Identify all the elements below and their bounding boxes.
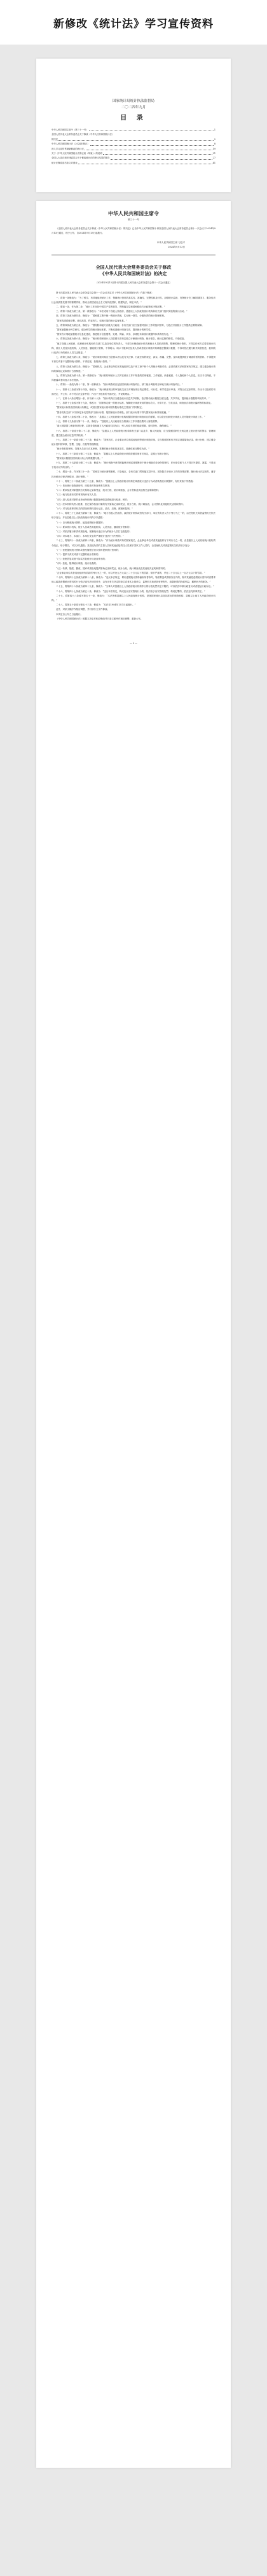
decision-paragraph: 二、增加一条，作为第二条：“统计工作坚持中国共产党的领导，贯彻落实党和国家路线方针政策和决策部署。” xyxy=(56,306,165,309)
decision-subtitle: （2024年9月13日第十四届全国人民代表大会常务委员会第十一次会议通过） xyxy=(95,281,172,285)
decision-paragraph: “（三）就与检查有关的事项询问有关人员； xyxy=(56,493,99,497)
decision-paragraph: 一、将第一条修改为：“为了科学、有效地组织统计工作，保障统计资料的真实性、准确性、完整性和及时性，加强统计监督，发挥统计在了解国情国力、服务经济社会高质量发展中的重要作用，推动全面建设社会主义现代化国家，根据宪法，制定本法。” xyxy=(51,296,216,304)
decision-paragraph: “（四）进入检查对象的业务场所和统计数据处理信息系统进行检查、核对； xyxy=(56,498,130,501)
decision-paragraph: 二十二、将第三十七条改为第四十条，修改为：“地方各级人民政府、政府统计机构或者有关部门、单位的负责人有下列行为之一的，由任免机关或者监察机关依法给予处分，并由县级以上人民政府统计机构予以通报： xyxy=(51,512,216,520)
toc-item-title: 全国人大宪法和法律委员会关于修改统计法的审议结果的报告 xyxy=(51,157,110,160)
toc-item-title: 中华人民共和国主席令（第三十一号） xyxy=(51,128,88,131)
decision-paragraph: 十一、将第十三条改为第十四条，修改为：“统计调查项目的审批机关应当对调查项目的必要性、可行性、科学性进行审查，对符合法定条件的，作出予以批准的书面决定，并公布；对不符合法定条件的，作出不予批准的书面决定，并说明理由。” xyxy=(51,388,216,395)
decision-paragraph: 七、将第七条改为第八条，修改为：“统计调查对象应当依照本法以及有关法律、行政法规的规定，真实、准确、完整、及时地提供统计调查所需的资料，不得提供不真实或者不完整的统计资料，不得迟报、拒报统计资料。” xyxy=(51,356,216,364)
toc-item-title: 深入学习宣传贯彻新修改的统计法 xyxy=(51,147,84,150)
decision-paragraph: 本决定自公布之日起施行。 xyxy=(56,612,83,616)
decision-paragraph: “国家统计标准由国家统计局制定，或者由国家统计局和国务院标准化主管部门共同制定。 xyxy=(56,406,144,409)
decision-paragraph: “（五）经本机构负责人批准，登记保存检查对象的有关原始记录和凭证、统计台账、统计调查表、会计资料及其他相关证明和资料； xyxy=(56,502,186,506)
decision-paragraph: “（四）对本地方、本部门、本单位发生的严重统计违法行为失察的。” xyxy=(56,535,124,538)
decision-paragraph: 此外，对条文顺序作相应调整，并对部分文字作修改。 xyxy=(56,608,109,611)
decision-paragraph: 九、将第九条改为第十条，第一款修改为：“统计机构和统计人员对在统计工作中知悉的国家秘密、工作秘密、商业秘密、个人隐私和个人信息，应当予以保密，不得泄露或者向他人非法提供。” xyxy=(51,374,216,382)
decision-paragraph: “（五）转移、隐匿、篡改、毁弃或者拒绝提供原始记录和凭证、统计台账、统计调查表及其他相关证明和资料的。 xyxy=(56,567,168,570)
toc-item-page: 41 xyxy=(212,161,216,164)
decision-paragraph: 十九、将第二十五条改为第二十七条，修改为：“统计调查中获得的能够识别或者推断单个统计调查对象身份的资料，任何单位和个人不得对外提供、泄露，不得用于统计以外的目的。” xyxy=(51,461,216,469)
toc-item[interactable] xyxy=(51,161,216,166)
toc-item-page: 2 xyxy=(214,138,216,141)
toc-leader-dots xyxy=(85,149,212,150)
decision-paragraph: “地方各级人民政府、政府统计机构和有关部门以及各单位的负责人，不得自行修改统计机构和统计人员依法搜集、整理的统计资料，不得以任何方式要求统计机构、统计人员及其他机构、人员伪造、篡改统计资料，不得明示、暗示下级单位及其人员或者统计调查对象填报虚假统计数据，不得对依法履行职责或者拒绝、抵制统计违法行为的统计人员打击报复。” xyxy=(51,342,216,355)
decision-paragraph: “重大国情国力调查所需经费，由国务院和地方人民政府共同负担，列入相应年度的财政预算，按时拨付，确保到位。” xyxy=(56,425,172,428)
decision-paragraph: “（二）要求检查对象提供有关原始记录和凭证、统计台账、统计调查表、会计资料及其他相关证明和资料； xyxy=(56,489,161,492)
decision-paragraph: “（二）提供不真实或者不完整的统计资料的； xyxy=(56,553,101,556)
cover-date: 二〇二四年九月 xyxy=(121,106,146,110)
decision-paragraph: 四、将第三条改为第四条，修改为：“国家建立集中统一的统计系统，实行统一领导、分级负责的统计管理体制。 xyxy=(56,315,167,318)
toc-item-page: 27 xyxy=(212,157,216,160)
document-page xyxy=(36,201,231,2468)
toc-item[interactable] xyxy=(51,138,216,142)
table-of-contents xyxy=(51,128,216,166)
decision-paragraph: “（六）对与检查事项有关的情况和资料进行记录、录音、录像、照相和复制。” xyxy=(56,507,133,510)
decision-paragraph: “（四）拒绝、阻碍统计调查、统计检查的； xyxy=(56,562,99,565)
toc-item-title: 的决定 xyxy=(51,138,58,141)
decision-paragraph: 八、将第八条改为第九条，修改为：“国家机关、企业事业单位和其他组织以及个体工商户和个人等统计调查对象，必须依照本法和国家有关规定，建立健全统计资料的原始记录和统计台账制度。” xyxy=(51,365,216,372)
toc-item-page: 8 xyxy=(214,143,216,146)
toc-leader-dots xyxy=(111,159,212,160)
decision-paragraph: 二十四、将第四十五条改为第四十八条，修改为：“违反本法规定，利用虚假统计资料骗取荣誉称号、物质利益或者职务晋升的，除对其编造虚假统计资料或者要求他人编造虚假统计资料的行为依法追究法律责任外，由作出有关决定的单位或者其上级单位、监察机关取消其荣誉称号，追缴获得的物质利益，撤销晋升的职务。” xyxy=(51,576,216,584)
decision-paragraph: 五、将第四条改为第五条，修改为：“国务院和地方各级人民政府、各有关部门应当加强对统计工作的组织领导，为依法开展统计工作提供必要的保障。 xyxy=(56,323,204,327)
decision-paragraph: “统计资料的审核、签署人员应当对其审核、签署的统计资料的真实性、准确性和完整性负责。” xyxy=(56,448,150,451)
decision-paragraph: 二十八、将第五十条改为第五十三条，修改为：“本法自1984年1月1日起施行。” xyxy=(56,604,136,607)
toc-item[interactable] xyxy=(51,132,216,137)
decision-paragraph: “（二）要求统计机构、统计人员或者其他机构、人员伪造、篡改统计资料的； xyxy=(56,525,132,528)
decision-paragraph: “国家统计数据以国家统计局公布的数据为准。” xyxy=(56,456,103,460)
decision-paragraph: “国家有计划地加强统计信息化建设，推进统计信息搜集、处理、传输、共享、存储技术和统计数据库体系的现代化。” xyxy=(56,333,172,336)
toc-leader-dots xyxy=(103,153,212,155)
toc-item-page: 21 xyxy=(212,152,216,155)
decision-paragraph: 二十六、将第四十七条改为第五十条，修改为：“违反本法规定，构成违反治安管理行为的，依法给予治安管理处罚；构成犯罪的，依法追究刑事责任。” xyxy=(56,590,205,593)
toc-item[interactable] xyxy=(51,128,216,132)
decision-paragraph: “企业事业单位或者其他组织有前款所列行为之一的，可以并处五万元以上二十万元以下的罚款；情节严重的，并处二十万元以上一百万元以下的罚款。” xyxy=(56,571,205,574)
toc-item-title: 关于《中华人民共和国统计法修正案（草案）》的说明 xyxy=(51,152,102,155)
toc-item[interactable] xyxy=(51,147,216,152)
decision-paragraph: 第十四届全国人民代表大会常务委员会第十一次会议决定对《中华人民共和国统计法》作如下修改： xyxy=(56,292,154,295)
toc-item[interactable] xyxy=(51,152,216,156)
decision-body xyxy=(51,291,216,621)
decree-number: 第三十一号 xyxy=(128,218,139,221)
toc-item-title: 全国人民代表大会常务委员会关于修改《中华人民共和国统计法》 xyxy=(51,133,114,136)
toc-item-title: 中华人民共和国统计法（2024年修正） xyxy=(51,143,90,146)
issuer: 国家统计局统计执法监督局 xyxy=(112,99,154,103)
top-banner xyxy=(0,0,267,45)
decision-paragraph: “（一）自行修改统计资料、编造虚假统计数据的； xyxy=(56,521,106,524)
page-number: — 2 — xyxy=(130,642,137,645)
decision-paragraph: 十八、将第二十三条改为第二十五条，修改为：“县级以上人民政府统计机构按照国家有关规定，定期公布统计资料。 xyxy=(56,452,171,455)
decision-paragraph: 二十一、将第三十二条改为第三十五条，修改为：“县级以上人民政府统计机构在调查统计违法行为或者核查统计数据时，有权采取下列措施： xyxy=(56,479,195,483)
decision-paragraph: 二十七、将第四十八条改为第五十一条，修改为：“本法所称县级以上人民政府统计机构，是指国家统计局及其派出的调查机构、县级以上地方人民政府统计机构。” xyxy=(51,594,216,602)
toc-leader-dots xyxy=(78,163,212,164)
decree-body: 《全国人民代表大会常务委员会关于修改〈中华人民共和国统计法〉的决定》已由中华人民共和国第十四届全国人民代表大会常务委员会第十一次会议于2024年9月13日通过，现予公布，自2024年9月13日起施行。 xyxy=(51,227,216,235)
decree-signer: 中华人民共和国主席 习近平 xyxy=(156,241,185,244)
decision-paragraph: “（三）对依法履行职责或者拒绝、抵制统计违法行为的统计人员打击报复的； xyxy=(56,530,132,533)
banner-title: 新修改《统计法》学习宣传资料 xyxy=(53,17,214,31)
decision-paragraph: 十三、将第十七条改为第十九条，修改为：“国家制定统一的统计标准，保障统计调查采用的指标含义、计算方法、分类目录、调查表式和统计编码等的标准化。 xyxy=(56,402,213,405)
toc-leader-dots xyxy=(90,145,214,146)
decision-paragraph: 十七、将第二十一条改为第二十三条，修改为：“国家机关、企业事业单位和其他组织等统计调查对象，应当按照国家有关规定设置原始记录、统计台账，建立健全统计资料的审核、签署、交接、归档等管理制度。 xyxy=(51,438,216,446)
decision-paragraph: “国家加强统计科学研究，健全科学的统计指标体系，不断改进统计调查方法，提高统计的科学性。 xyxy=(56,329,153,332)
decision-paragraph: 十、将第十一条改为第十二条，第一款修改为：“统计调查项目包括国家统计调查项目、部门统计调查项目和地方统计调查项目。” xyxy=(56,383,183,386)
toc-leader-dots xyxy=(89,130,214,131)
decision-paragraph: “（一）发出统计检查查询书，向检查对象查询有关事项； xyxy=(56,484,112,487)
decision-paragraph: 二十、增加一条，作为第三十一条：“国家实行统计督察制度，对各地区、各有关部门贯彻落实党中央、国务院关于统计工作的决策部署，履行统计法定职责，遵守执行统计法律法规情况，进行督察。” xyxy=(51,471,216,478)
decision-paragraph: “国家构建系统完整、协同高效、约束有力、权威可靠的统计监督体系。” xyxy=(56,319,128,322)
decree-heading: 中华人民共和国主席令 xyxy=(108,210,159,216)
toc-item-page: 19 xyxy=(212,147,216,150)
toc-heading: 目 录 xyxy=(120,115,147,122)
decision-paragraph: 《中华人民共和国统计法》根据本决定作相应修改并对条文顺序作相应调整，重新公布。 xyxy=(56,617,143,620)
decision-paragraph: 三、将第二条改为第三条，第一款修改为：“本法适用于各级人民政府、县级以上人民政府统计机构和有关部门组织实施的统计活动。” xyxy=(56,310,188,313)
decision-paragraph: 六、将第五条改为第六条，修改为：“统计机构和统计人员依照本法规定独立行使统计调查、统计报告、统计监督的职权，不受侵犯。 xyxy=(56,337,186,341)
decision-paragraph: 十四、将第十八条改为第二十条，修改为：“县级以上人民政府统计机构根据国家统计调查项目的需要，可以依法组织统计调查人员开展统计调查工作。” xyxy=(56,415,205,418)
decision-paragraph: “（三）拒绝答复或者不如实答复统计检查查询书的； xyxy=(56,558,107,561)
toc-item[interactable] xyxy=(51,142,216,146)
toc-item[interactable] xyxy=(51,156,216,160)
decision-paragraph: “（一）拒绝提供统计资料或者经催报后仍未按时提供统计资料的； xyxy=(56,548,121,551)
decision-paragraph: “国务院有关部门可以制定补充性的部门统计标准，报国家统计局审批。部门统计标准不得与国家统计标准相抵触。” xyxy=(56,411,170,414)
toc-item-page: 1 xyxy=(214,128,216,131)
toc-leader-dots xyxy=(58,139,214,141)
decree-date: 2024年9月13日 xyxy=(168,246,185,249)
decision-paragraph: 十二、在第十六条后增加一条，作为第十八条：“统计机构应当健全统计信息共享机制，依法推动统计数据互联互通、共享共用，提高统计数据的利用效率。” xyxy=(56,397,210,400)
decision-paragraph: 二十五、将第四十六条改为第四十九条，修改为：“当事人对县级以上人民政府统计机构作出的行政处罚决定不服的，可以依法申请行政复议或者提起行政诉讼。” xyxy=(56,585,214,588)
cover-page xyxy=(36,59,231,192)
toc-item-title: 统计法修改前后条文对照表 xyxy=(51,161,78,164)
decision-paragraph: 十六、将第二十条改为第二十二条，修改为：“县级以上人民政府统计机构和有关部门以及乡、镇人民政府，应当按照国家有关规定建立统计资料的保存、管理制度，建立健全统计信息共享机制。” xyxy=(51,429,216,437)
decision-paragraph: 十五、将第十九条改为第二十一条，修改为：“县级以上人民政府应当将统计工作所需经费列入财政预算。 xyxy=(56,420,160,423)
decision-title-line1: 全国人民代表大会常务委员会关于修改 xyxy=(95,264,172,271)
decision-paragraph: 二十三、将第四十一条改为第四十四条，修改为：“作为统计调查对象的国家机关、企业事业单位或者其他组织有下列行为之一的，由县级以上人民政府统计机构责令改正，给予警告，可以予以通报；其直接负责的主管人员和其他直接责任人员属于国家工作人员的，由任免机关或者监察机关依法给予处分： xyxy=(51,539,216,547)
decision-title-line2: 《中华人民共和国统计法》的决定 xyxy=(100,271,167,277)
